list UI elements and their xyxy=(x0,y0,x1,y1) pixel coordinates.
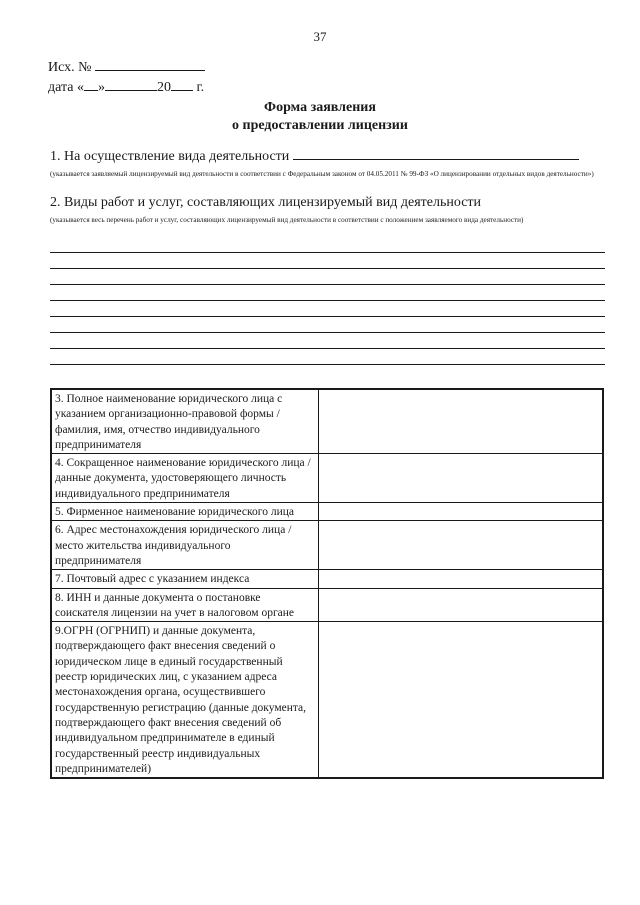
table-row xyxy=(51,570,603,588)
row-label: 3. Полное наименование юридического лица с указанием организационно-правовой формы / фамилия, имя, отчество индивидуального предпринимателя xyxy=(51,389,318,454)
table-row xyxy=(51,503,603,521)
table-row xyxy=(51,389,603,454)
section1-note: (указывается заявляемый лицензируемый вид деятельности в соответствии с Федеральным законом от 04.05.2011 № 99-ФЗ «О лицензировании отдельных видов деятельности») xyxy=(50,170,594,178)
date-label: дата « xyxy=(48,80,84,95)
works-fill-line[interactable] xyxy=(50,300,605,301)
row-label: 5. Фирменное наименование юридического лица xyxy=(51,503,318,521)
date-day-field[interactable] xyxy=(84,77,98,91)
row-label: 7. Почтовый адрес с указанием индекса xyxy=(51,570,318,588)
page-number: 37 xyxy=(313,29,327,44)
table-row xyxy=(51,588,603,622)
row-value-field[interactable] xyxy=(318,588,603,622)
date-year-suffix: г. xyxy=(196,80,205,95)
applicant-info-table xyxy=(50,388,604,779)
date-quote-close: » xyxy=(97,80,105,95)
row-label: 6. Адрес местонахождения юридического лица / место жительства индивидуального предпринимателя xyxy=(51,521,318,570)
works-fill-line[interactable] xyxy=(50,348,605,349)
activity-type-field[interactable] xyxy=(293,146,579,160)
works-fill-line[interactable] xyxy=(50,364,605,365)
reference-block xyxy=(48,57,205,97)
row-value-field[interactable] xyxy=(318,503,603,521)
row-label: 9.ОГРН (ОГРНИП) и данные документа, подтверждающего факт внесения сведений о юридическом лице в единый государственный реестр юридических лиц, с указанием адреса местонахождения органа, осуществившего государственную регистрацию (данные документа, подтверждающего факт внесения сведений об индивидуальном предпринимателе в единый государственный реестр индивидуальных предпринимателей) xyxy=(51,622,318,778)
section-works-services xyxy=(50,194,605,227)
row-value-field[interactable] xyxy=(318,622,603,778)
row-value-field[interactable] xyxy=(318,570,603,588)
form-title-line2: о предоставлении лицензии xyxy=(232,118,408,133)
row-label: 4. Сокращенное наименование юридического лица / данные документа, удостоверяющего личность индивидуального предпринимателя xyxy=(51,454,318,503)
table-row xyxy=(51,622,603,778)
works-fill-line[interactable] xyxy=(50,252,605,253)
row-label: 8. ИНН и данные документа о постановке соискателя лицензии на учет в налоговом органе xyxy=(51,588,318,622)
table-row xyxy=(51,521,603,570)
outgoing-number-line xyxy=(48,57,205,77)
form-title-line1: Форма заявления xyxy=(264,100,376,115)
row-value-field[interactable] xyxy=(318,521,603,570)
date-year-field[interactable] xyxy=(171,77,193,91)
section-activity-type xyxy=(50,146,605,181)
table-row xyxy=(51,454,603,503)
works-fill-line[interactable] xyxy=(50,284,605,285)
section2-heading: 2. Виды работ и услуг, составляющих лицензируемый вид деятельности xyxy=(50,195,482,210)
row-value-field[interactable] xyxy=(318,454,603,503)
works-fill-line[interactable] xyxy=(50,268,605,269)
outgoing-number-field[interactable] xyxy=(95,57,205,71)
date-year-prefix: 20 xyxy=(156,80,171,95)
row-value-field[interactable] xyxy=(318,389,603,454)
works-fill-line[interactable] xyxy=(50,316,605,317)
outgoing-number-label: Исх. № xyxy=(48,60,92,75)
section2-note: (указывается весь перечень работ и услуг, составляющих лицензируемый вид деятельности в соответствии с положением заявляемого вида деятельности) xyxy=(50,216,524,224)
form-title xyxy=(0,99,640,135)
section1-heading-line xyxy=(50,146,605,165)
date-line xyxy=(48,77,205,97)
works-fill-line[interactable] xyxy=(50,332,605,333)
section1-heading: 1. На осуществление вида деятельности xyxy=(50,149,290,164)
date-month-field[interactable] xyxy=(105,77,157,91)
